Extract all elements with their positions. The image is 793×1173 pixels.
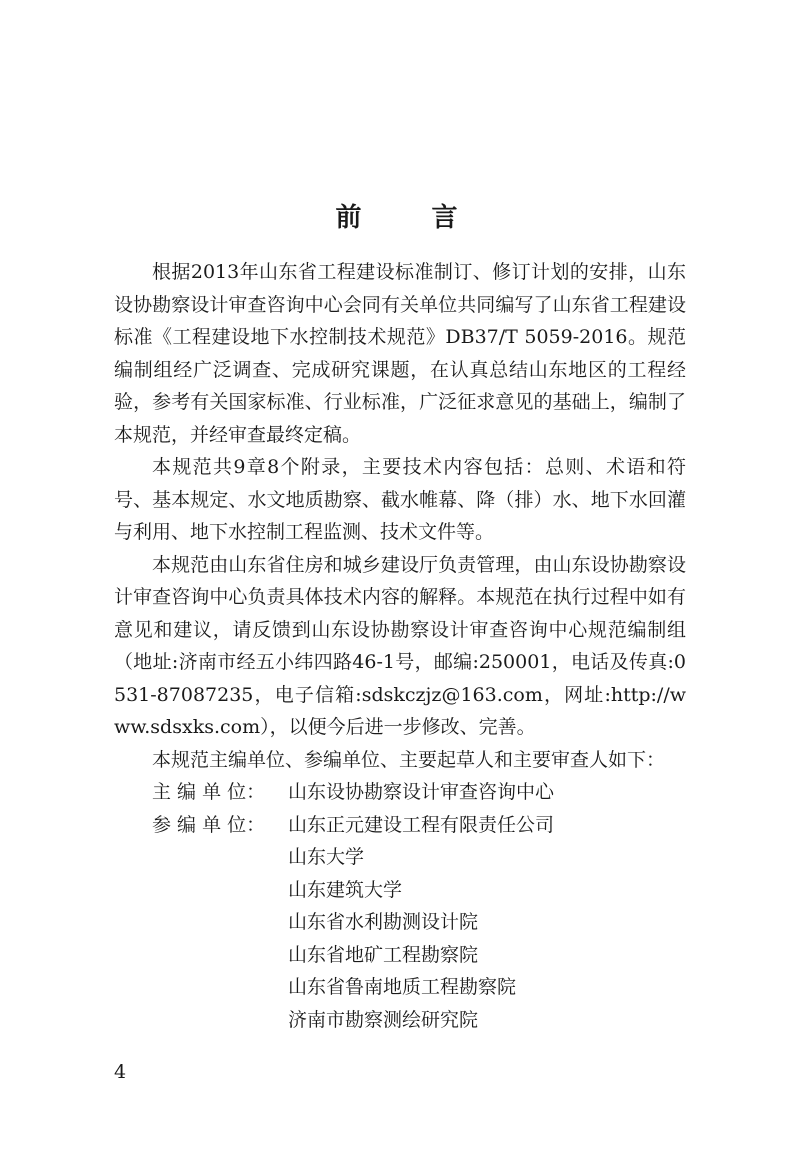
participating-unit: 山东省地矿工程勘察院	[288, 943, 479, 966]
participating-unit: 山东正元建设工程有限责任公司	[288, 813, 555, 836]
participating-row	[114, 809, 686, 842]
chief-editor-label: 主 编 单 位：	[152, 781, 266, 803]
participating-unit: 山东省水利勘测设计院	[288, 911, 479, 933]
page-title: 前 言	[335, 203, 480, 233]
paragraph: 本规范共9章8个附录，主要技术内容包括：总则、术语和符号、基本规定、水文地质勘察、截水帷幕、降（排）水、地下水回灌与利用、地下水控制工程监测、技术文件等。	[114, 456, 686, 543]
body-text	[114, 256, 686, 1036]
paragraph: 根据2013年山东省工程建设标准制订、修订计划的安排，山东设协勘察设计审查咨询中心会同有关单位共同编写了山东省工程建设标准《工程建设地下水控制技术规范》DB37/T 5059-2016。规范编制组经广泛调查、完成研究课题，在认真总结山东地区的工程经验，参考有关国家标准、行业标准，广泛征求意见的基础上，编制了本规范，并经审查最终定稿。	[114, 261, 686, 446]
participating-unit: 山东大学	[288, 846, 365, 868]
paragraph: 本规范由山东省住房和城乡建设厅负责管理，由山东设协勘察设计审查咨询中心负责具体技术内容的解释。本规范在执行过程中如有意见和建议，请反馈到山东设协勘察设计审查咨询中心规范编制组（地址:济南市经五小纬四路46-1号，邮编:250001，电话及传真:0531-87087235，电子信箱:sdskczjz@163.com，网址:http://www.sdsxks.com），以便今后进一步修改、完善。	[114, 553, 686, 738]
participating-unit: 济南市勘察测绘研究院	[288, 1008, 479, 1031]
paragraph: 本规范主编单位、参编单位、主要起草人和主要审查人如下：	[152, 748, 666, 771]
chief-editor-unit: 山东设协勘察设计审查咨询中心	[288, 781, 555, 803]
page-number: 4	[114, 1061, 127, 1083]
participating-label: 参 编 单 位：	[152, 813, 266, 836]
participating-unit: 山东建筑大学	[288, 878, 403, 901]
participating-unit: 山东省鲁南地质工程勘察院	[288, 976, 517, 998]
chief-editor-row	[114, 776, 686, 809]
